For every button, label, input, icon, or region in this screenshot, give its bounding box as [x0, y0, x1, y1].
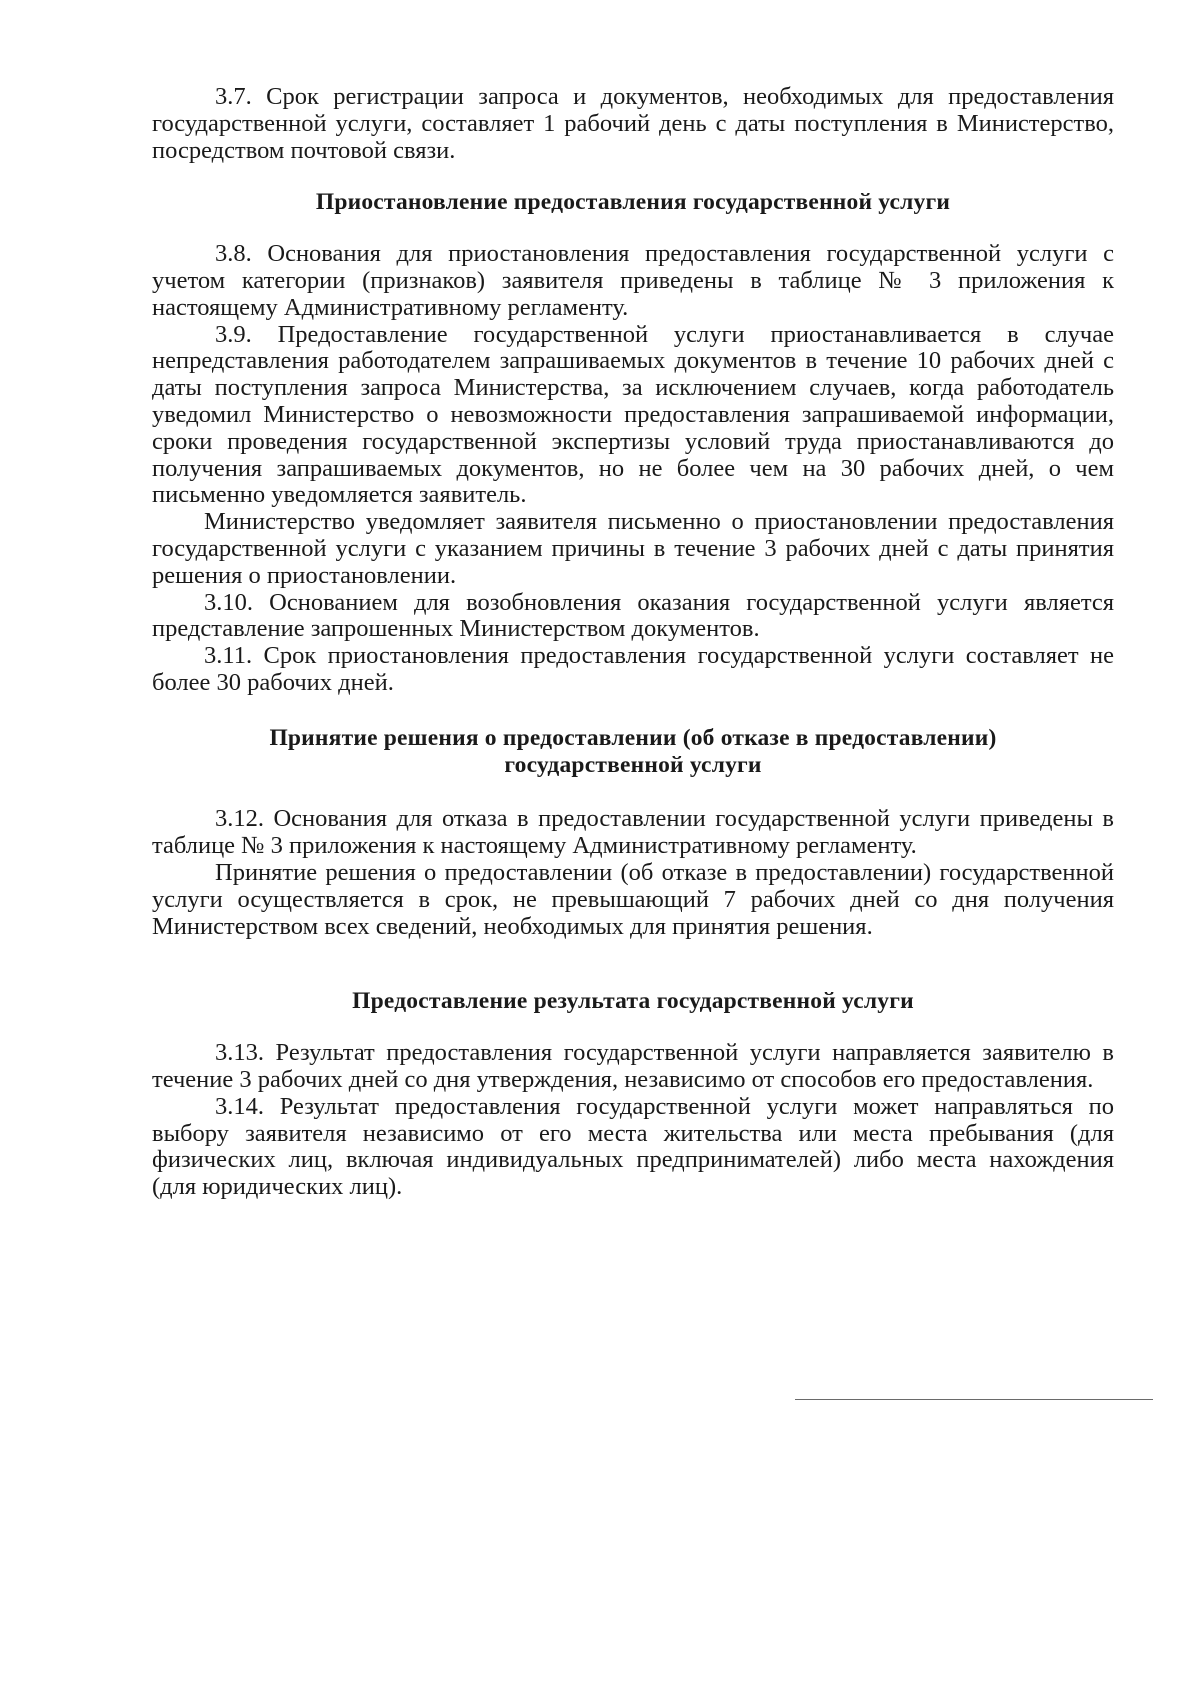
- paragraph-3-13: 3.13. Результат предоставления государственной услуги направляется заявителю в течение 3 рабочих дней со дня утверждения, независимо от способов его предоставления.: [152, 1039, 1114, 1093]
- spacer: [152, 1015, 1114, 1040]
- paragraph-decision-term: Принятие решения о предоставлении (об отказе в предоставлении) государственной услуги осуществляется в срок, не превышающий 7 рабочих дней со дня получения Министерством всех сведений, необходимых для принятия решения.: [152, 858, 1114, 940]
- spacer: [152, 940, 1114, 988]
- document-body: [152, 84, 1114, 1201]
- paragraph-suspension-notice: Министерство уведомляет заявителя письменно о приостановлении предоставления государственной услуги с указанием причины в течение 3 рабочих дней с даты принятия решения о приостановлении.: [152, 508, 1114, 589]
- paragraph-3-14: 3.14. Результат предоставления государственной услуги может направляться по выбору заявителя независимо от его места жительства или места пребывания (для физических лиц, включая индивидуальных предпринимателей) либо места нахождения (для юридических лиц).: [152, 1092, 1114, 1201]
- section-heading-result: Предоставление результата государственной услуги: [352, 988, 914, 1015]
- paragraph-3-7: 3.7. Срок регистрации запроса и документов, необходимых для предоставления государственной услуги, составляет 1 рабочий день с даты поступления в Министерство, посредством почтовой связи.: [152, 83, 1114, 164]
- section-heading-suspension: Приостановление предоставления государственной услуги: [315, 189, 951, 216]
- spacer: [152, 697, 1114, 725]
- section-heading-decision-line-1: Принятие решения о предоставлении (об отказе в предоставлении): [269, 724, 997, 751]
- paragraph-3-9: 3.9. Предоставление государственной услуги приостанавливается в случае непредставления работодателем запрашиваемых документов в течение 10 рабочих дней с даты поступления запроса Министерства, за исключением случаев, когда работодатель уведомил Министерство о невозможности предоставления запрашиваемой информации, сроки проведения государственной экспертизы условий труда приостанавливаются до получения запрашиваемых документов, но не более чем на 30 рабочих дней, о чем письменно уведомляется заявитель.: [152, 320, 1114, 509]
- section-heading-decision-line-2: государственной услуги: [504, 751, 762, 778]
- spacer: [152, 216, 1114, 241]
- paragraph-3-11: 3.11. Срок приостановления предоставления государственной услуги составляет не более 30 рабочих дней.: [152, 642, 1114, 696]
- paragraph-3-10: 3.10. Основанием для возобновления оказания государственной услуги является представление запрошенных Министерством документов.: [152, 588, 1114, 643]
- end-of-text-rule: [795, 1399, 1153, 1400]
- paragraph-3-12: 3.12. Основания для отказа в предоставлении государственной услуги приведены в таблице № 3 приложения к настоящему Административному регламенту.: [152, 805, 1114, 860]
- paragraph-3-8: 3.8. Основания для приостановления предоставления государственной услуги с учетом категории (признаков) заявителя приведены в таблице № 3 приложения к настоящему Административному регламенту.: [152, 240, 1114, 321]
- spacer: [152, 778, 1114, 806]
- spacer: [152, 164, 1114, 189]
